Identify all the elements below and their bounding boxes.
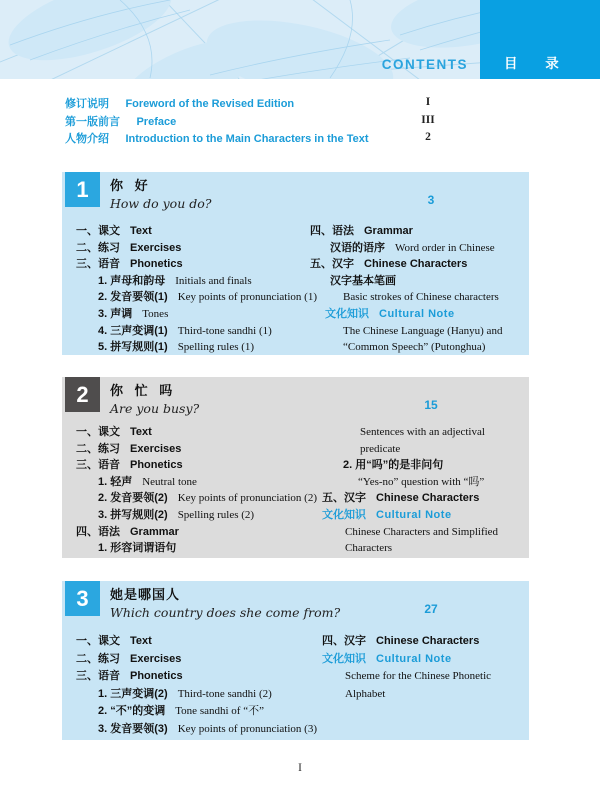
lesson-title-group	[110, 175, 211, 211]
entry-label-zh: 二、练习	[76, 442, 120, 455]
entry-page-number: 2	[425, 131, 431, 143]
entry-label-en: Characters	[345, 542, 393, 555]
entry-label-zh: 三、语音	[76, 258, 120, 271]
lesson-right-column	[322, 423, 527, 556]
toc-entry	[65, 94, 535, 112]
entry-label-zh: 一、课文	[76, 225, 120, 237]
cultural-note-label-zh: 文化知识	[325, 307, 369, 320]
lesson-number-badge: 3	[65, 581, 100, 616]
entry-label-en: Foreword of the Revised Edition	[125, 98, 295, 110]
entry-label-zh: 人物介绍	[65, 133, 109, 145]
entry-label-zh: 1. 三声变调(2)	[98, 687, 168, 700]
entry-label-zh: 四、语法	[310, 225, 354, 237]
entry-label-en: Exercises	[130, 241, 182, 254]
toc-entry	[310, 305, 525, 322]
folio-page-number: I	[298, 760, 302, 774]
toc-entry	[322, 666, 527, 684]
entry-label-zh: 4. 三声变调(1)	[98, 324, 168, 337]
toc-entry	[322, 631, 527, 649]
toc-entry	[76, 489, 317, 506]
entry-label-zh: 3. 拼写规则(2)	[98, 508, 168, 521]
entry-label-en: Phonetics	[130, 670, 183, 682]
toc-entry	[76, 701, 308, 719]
toc-entry	[322, 456, 527, 473]
lesson-number-badge: 1	[65, 172, 100, 207]
entry-label-en: Third-tone sandhi (1)	[177, 324, 272, 337]
lesson-left-column	[76, 631, 317, 736]
entry-label-zh: 二、练习	[76, 241, 120, 254]
toc-entry	[322, 440, 527, 457]
toc-entry	[76, 719, 317, 737]
cultural-note-label-en: Cultural Note	[376, 508, 452, 521]
cultural-note-label-en: Cultural Note	[376, 652, 452, 665]
entry-label-en: Sentences with an adjectival	[360, 426, 485, 438]
entry-label-zh: 四、语法	[76, 525, 120, 538]
toc-entry	[76, 456, 308, 473]
toc-entry	[76, 649, 308, 667]
entry-label-en: Chinese Characters	[376, 492, 480, 505]
entry-label-en: Exercises	[130, 652, 182, 665]
entry-label-en: Preface	[136, 115, 177, 128]
lesson-1-block	[62, 172, 529, 355]
entry-label-zh: 五、汉字	[310, 258, 354, 271]
entry-label-zh: 1. 声母和韵母	[98, 274, 166, 287]
toc-entry	[76, 288, 317, 305]
toc-entry	[65, 112, 535, 130]
entry-label-en: Word order in Chinese	[395, 241, 495, 254]
toc-entry	[322, 649, 527, 667]
entry-label-en: Key points of pronunciation (1)	[177, 291, 317, 304]
entry-label-en: “Common Speech” (Putonghua)	[343, 341, 486, 354]
entry-label-en: Tones	[142, 307, 169, 320]
entry-label-en: Basic strokes of Chinese characters	[343, 291, 499, 304]
page-header	[0, 0, 600, 79]
entry-label-zh: 5. 拼写规则(1)	[98, 341, 168, 354]
lesson-title-zh: 你 好	[110, 178, 152, 193]
lesson-number-badge: 2	[65, 377, 100, 412]
toc-entry	[310, 288, 525, 305]
entry-label-en: Text	[130, 635, 152, 647]
toc-entry	[76, 473, 308, 490]
lesson-page-number: 27	[424, 602, 438, 616]
entry-label-zh: 三、语音	[76, 459, 120, 472]
entry-label-en: The Chinese Language (Hanyu) and	[343, 324, 503, 337]
toc-entry	[76, 506, 308, 523]
entry-label-zh: 2. 用“吗”的是非问句	[343, 459, 444, 472]
contents-title-zh: 目 录	[504, 56, 571, 71]
entry-label-zh: 2. 发音要领(2)	[98, 492, 168, 505]
entry-label-en: Neutral tone	[142, 475, 197, 488]
entry-label-zh: 二、练习	[76, 652, 120, 665]
lesson-right-column	[322, 631, 527, 701]
toc-entry	[322, 684, 527, 702]
contents-title-en: CONTENTS	[381, 57, 468, 72]
toc-entry	[310, 272, 525, 289]
entry-label-zh: 修订说明	[65, 98, 109, 110]
entry-label-en: Phonetics	[130, 459, 183, 472]
toc-entry	[76, 255, 308, 272]
toc-entry	[76, 523, 308, 540]
entry-label-zh: 汉语的语序	[330, 241, 385, 254]
entry-label-zh: 1. 形容词谓语句	[98, 542, 177, 555]
cultural-note-label-zh: 文化知识	[322, 508, 366, 521]
entry-label-en: Chinese Characters and Simplified	[345, 525, 499, 538]
entry-label-zh: 第一版前言	[65, 115, 120, 128]
lesson-page-number: 3	[427, 193, 435, 207]
toc-entry	[76, 272, 308, 289]
entry-page-number: I	[425, 96, 431, 108]
entry-label-en: Tone sandhi of “不”	[175, 705, 264, 717]
toc-entry	[76, 222, 308, 239]
lesson-title-zh: 你 忙 吗	[110, 383, 177, 398]
entry-label-en: Key points of pronunciation (3)	[177, 722, 317, 735]
lesson-left-column	[76, 423, 317, 556]
contents-title-box	[480, 0, 600, 79]
toc-entry	[322, 523, 527, 540]
toc-entry	[322, 423, 527, 440]
toc-entry	[310, 338, 525, 355]
entry-label-en: Text	[130, 225, 152, 237]
lesson-title-group	[110, 380, 199, 416]
entry-label-en: Spelling rules (2)	[177, 508, 255, 521]
entry-label-en: “Yes-no” question with “吗”	[358, 475, 485, 488]
entry-label-zh: 3. 发音要领(3)	[98, 722, 168, 735]
toc-entry	[322, 506, 527, 523]
lesson-title-en: How do you do?	[110, 196, 212, 211]
entry-label-zh: 2. 发音要领(1)	[98, 291, 168, 304]
lesson-right-column	[310, 222, 525, 355]
toc-entry	[310, 239, 525, 256]
toc-entry	[322, 539, 527, 556]
entry-label-en: Exercises	[130, 442, 182, 455]
entry-label-en: Initials and finals	[175, 274, 252, 287]
entry-label-en: Scheme for the Chinese Phonetic	[345, 670, 492, 682]
toc-entry	[76, 423, 308, 440]
toc-entry	[76, 631, 308, 649]
toc-entry	[310, 322, 525, 339]
entry-label-zh: 1. 轻声	[98, 475, 133, 488]
entry-label-en: Text	[130, 426, 152, 438]
lesson-title-zh: 她是哪国人	[110, 587, 181, 602]
entry-label-en: Chinese Characters	[376, 635, 480, 647]
toc-entry	[76, 539, 308, 556]
toc-entry	[76, 239, 308, 256]
toc-entry	[310, 222, 525, 239]
lesson-title-en: Which country does she come from?	[110, 605, 341, 620]
cultural-note-label-zh: 文化知识	[322, 652, 366, 665]
cultural-note-label-en: Cultural Note	[379, 307, 455, 320]
toc-entry	[76, 338, 308, 355]
toc-entry	[65, 129, 535, 147]
entry-label-en: Chinese Characters	[364, 258, 468, 271]
toc-entry	[76, 684, 308, 702]
lesson-page-number: 15	[424, 398, 438, 412]
entry-label-zh: 3. 声调	[98, 307, 133, 320]
entry-label-en: predicate	[360, 442, 401, 455]
toc-entry	[76, 322, 308, 339]
entry-label-en: Spelling rules (1)	[177, 341, 255, 354]
lesson-title-en: Are you busy?	[110, 401, 200, 416]
entry-page-number: III	[421, 113, 435, 126]
toc-entry	[322, 473, 527, 490]
toc-entry	[322, 489, 527, 506]
entry-label-zh: 四、汉字	[322, 635, 366, 647]
entry-label-en: Third-tone sandhi (2)	[177, 687, 272, 700]
front-matter-list	[65, 94, 535, 147]
toc-entry	[310, 255, 525, 272]
lesson-title-group	[110, 584, 340, 620]
entry-label-zh: 三、语音	[76, 670, 120, 682]
entry-label-en: Phonetics	[130, 258, 183, 271]
entry-label-zh: 2. “不”的变调	[98, 705, 166, 717]
toc-entry	[76, 440, 308, 457]
toc-entry	[76, 666, 308, 684]
toc-entry	[76, 305, 308, 322]
lesson-2-block	[62, 377, 529, 558]
entry-label-en: Key points of pronunciation (2)	[177, 492, 317, 505]
entry-label-en: Introduction to the Main Characters in the Text	[125, 133, 369, 145]
entry-label-zh: 一、课文	[76, 426, 120, 438]
entry-label-zh: 一、课文	[76, 635, 120, 647]
lesson-3-block	[62, 581, 529, 740]
entry-label-en: Grammar	[130, 525, 179, 538]
entry-label-zh: 五、汉字	[322, 492, 366, 505]
entry-label-en: Grammar	[364, 225, 413, 237]
lesson-left-column	[76, 222, 317, 355]
entry-label-zh: 汉字基本笔画	[330, 274, 396, 287]
entry-label-en: Alphabet	[345, 687, 386, 700]
